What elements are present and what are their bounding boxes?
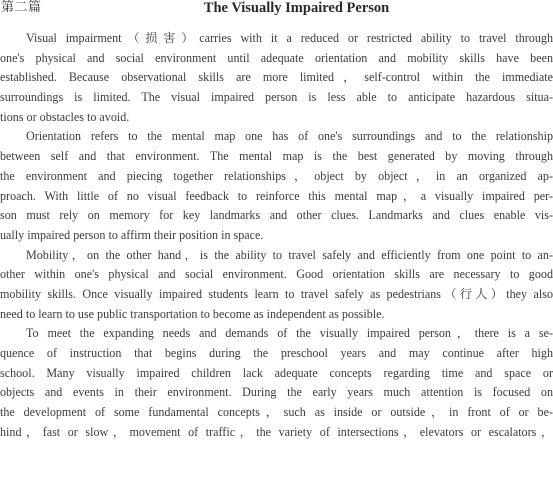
paragraph <box>0 127 553 245</box>
text-line: Orientation refers to the mental map one has of one's surroundings and to the relationship <box>26 129 553 144</box>
paragraph <box>0 29 553 127</box>
text-line: Visual impairment（损害）carries with it a reduced or restricted ability to travel through <box>26 31 553 45</box>
text-line: quence of instruction that begins during the preschool years and may continue after high <box>0 346 553 360</box>
article-body <box>0 29 553 442</box>
text-line: other within one's physical and social environment. Good orientation skills are necessary to good <box>0 267 553 282</box>
text-line: school. Many visually impaired children lack adequate concepts regarding time and space or <box>0 365 553 380</box>
text-line: need to learn to use public transportation to become as independent as possible. <box>0 306 385 321</box>
text-line: tions or obstacles to avoid. <box>0 109 130 124</box>
text-line: ually impaired person to affirm their position in space. <box>0 227 264 242</box>
text-line: proach. With little of no visual feedback to reinforce this mental map，a visually impaired per- <box>0 188 553 203</box>
text-line: one's physical and social environment until adequate orientation and mobility skills have been <box>0 50 553 65</box>
text-line: the development of some fundamental concepts，such as inside or outside，in front of or be- <box>0 405 553 420</box>
text-line: hind，fast or slow，movement of traffic，the variety of intersections，elevators or escalators， <box>0 424 553 439</box>
paragraph <box>0 324 553 442</box>
text-line: Mobility，on the other hand，is the ability to travel safely and efficiently from one point to an- <box>26 247 553 262</box>
text-line: established. Because observational skills are more limited，self-control within the immediate <box>0 70 553 85</box>
part-label: 第二篇 <box>1 0 42 15</box>
text-line: mobility skills. Once visually impaired students learn to travel safely as pedestrians（行人）they also <box>0 286 553 301</box>
text-line: the environment and piecing together relationships，object by object，in an organized ap- <box>0 168 553 183</box>
page-header <box>0 0 553 18</box>
text-line: surroundings is limited. The visual impaired person is less able to anticipate hazardous situa- <box>0 90 553 105</box>
text-line: son must rely on memory for key landmarks and other clues. Landmarks and clues enable vis- <box>0 208 553 223</box>
paragraph <box>0 246 553 325</box>
text-line: To meet the expanding needs and demands of the visually impaired person，there is a se- <box>26 326 553 341</box>
article-title: The Visually Impaired Person <box>203 0 390 16</box>
text-line: between self and that environment. The mental map is the best generated by moving through <box>0 149 553 164</box>
text-line: objects and events in their environment. During the early years much attention is focused on <box>0 385 553 400</box>
